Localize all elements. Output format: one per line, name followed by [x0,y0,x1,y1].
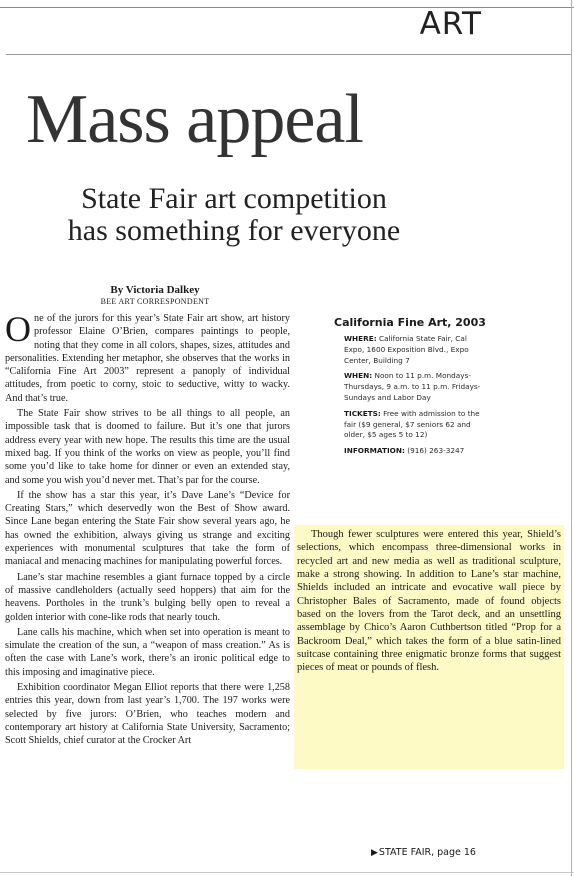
highlighted-passage: Though fewer sculptures were entered this year, Shield’s selections, which encompass three-dimensional works in recycled art and new media as well as traditional sculpture, make a strong showing. In addition to Lane’s star machine, Shields included an intricate and evocative wall piece by Christopher Bales of Sacramento, made of found objects based on the lovers from the Tarot deck, and an unsettling assemblage by Chico’s Aaron Cuthbertson titled “Prop for a Backroom Deal,” which takes the form of a blue satin-lined suitcase containing three enigmatic bronze forms that suggest pieces of meat or pounds of flesh. [297,529,561,674]
article-paragraph-2: The State Fair show strives to be all things to all people, an impossible task that is doomed to failure. But it’s one that jurors address every year with new hope. The results this time are the usual mixed bag. If you think of the works on view as people, you’ll find some you’d like to take home for dinner or even an extended stay, and some you wish you’d never met. That’s par for the course. [5,408,290,486]
byline [80,284,230,306]
event-info-box [322,316,486,457]
byline-author: By Victoria Dalkey [110,284,200,296]
info-where-label: WHERE: [344,334,377,343]
section-label: ART [419,6,482,42]
deck [24,183,444,247]
headline: Mass appeal [26,81,363,158]
info-information-label: INFORMATION: [344,446,405,456]
article-paragraph-5: Lane calls his machine, which when set into operation is meant to simulate the creation of the sun, a “weapon of mass creation.” As is often the case with Lane’s work, there’s an ironic political edge to this imposing and imaginative piece. [5,626,290,678]
deck-line-2: has something for everyone [67,214,401,247]
bottom-border [0,872,574,873]
article-paragraph-6: Exhibition coordinator Megan Elliot reports that there were 1,258 entries this year, down from last year’s 1,700. The 197 works were selected by five jurors: O’Brien, who teaches modern and contemporary art history at California State University, Sacramento; Scott Shields, chief curator at the Crocker Art [5,682,290,747]
article-paragraph-3: If the show has a star this year, it’s Dave Lane’s “Device for Creating Stars,” which deservedly won the Best of Show award. Since Lane began entering the State Fair show several years ago, he has owned the exhibition, always giving us strange and exciting experiences with monumental sculptures that take the form of maniacal and menacing machines for manipulating powerful forces. [5,489,290,568]
info-when-value: Noon to 11 p.m. Mondays-Thursdays, 9 a.m. to 11 p.m. Fridays-Sundays and Labor Day [344,371,481,402]
info-tickets-value: Free with admission to the fair ($9 general, $7 seniors 62 and older, $5 ages 5 to 12) [344,408,480,440]
deck-line-1: State Fair art competition [81,182,387,215]
byline-role: BEE ART CORRESPONDENT [100,297,210,306]
info-tickets [344,409,482,441]
page-top-border [0,7,574,8]
jump-arrow-icon: ▶ [371,848,378,858]
info-when [344,371,482,403]
article-paragraph-4: Lane’s star machine resembles a giant furnace topped by a circle of massive candleholders (actually seed hoppers) that aim for the heavens. Portholes in the trunk’s bulging belly open to reveal a golden interior with cone-like rods that nearly touch. [5,571,290,623]
info-where-value: California State Fair, Cal Expo, 1600 Exposition Blvd., Expo Center, Building 7 [344,334,469,365]
page-right-border [571,0,572,876]
jump-text: STATE FAIR, page 16 [378,847,476,858]
continued-jump-line [371,847,476,858]
info-information-value: (916) 263-3247 [407,446,465,456]
article-paragraph-1: One of the jurors for this year’s State Fair art show, art history professor Elaine O’Brien, compares paintings to people, noting that they come in all colors, shapes, sizes, attitudes and personalities. Extending her metaphor, she observes that the works in “California Fine Art 2003” represent a panoply of individual attitudes, from poetic to corny, stoic to seductive, witty to wacky. And that’s true. [5,309,290,404]
info-box-title: California Fine Art, 2003 [334,316,486,329]
info-where [344,334,482,366]
info-information [344,446,482,457]
info-tickets-label: TICKETS: [344,408,381,418]
drop-cap: O [5,309,31,349]
section-rule [6,54,571,55]
info-when-label: WHEN: [344,371,373,381]
article-body [5,309,290,750]
